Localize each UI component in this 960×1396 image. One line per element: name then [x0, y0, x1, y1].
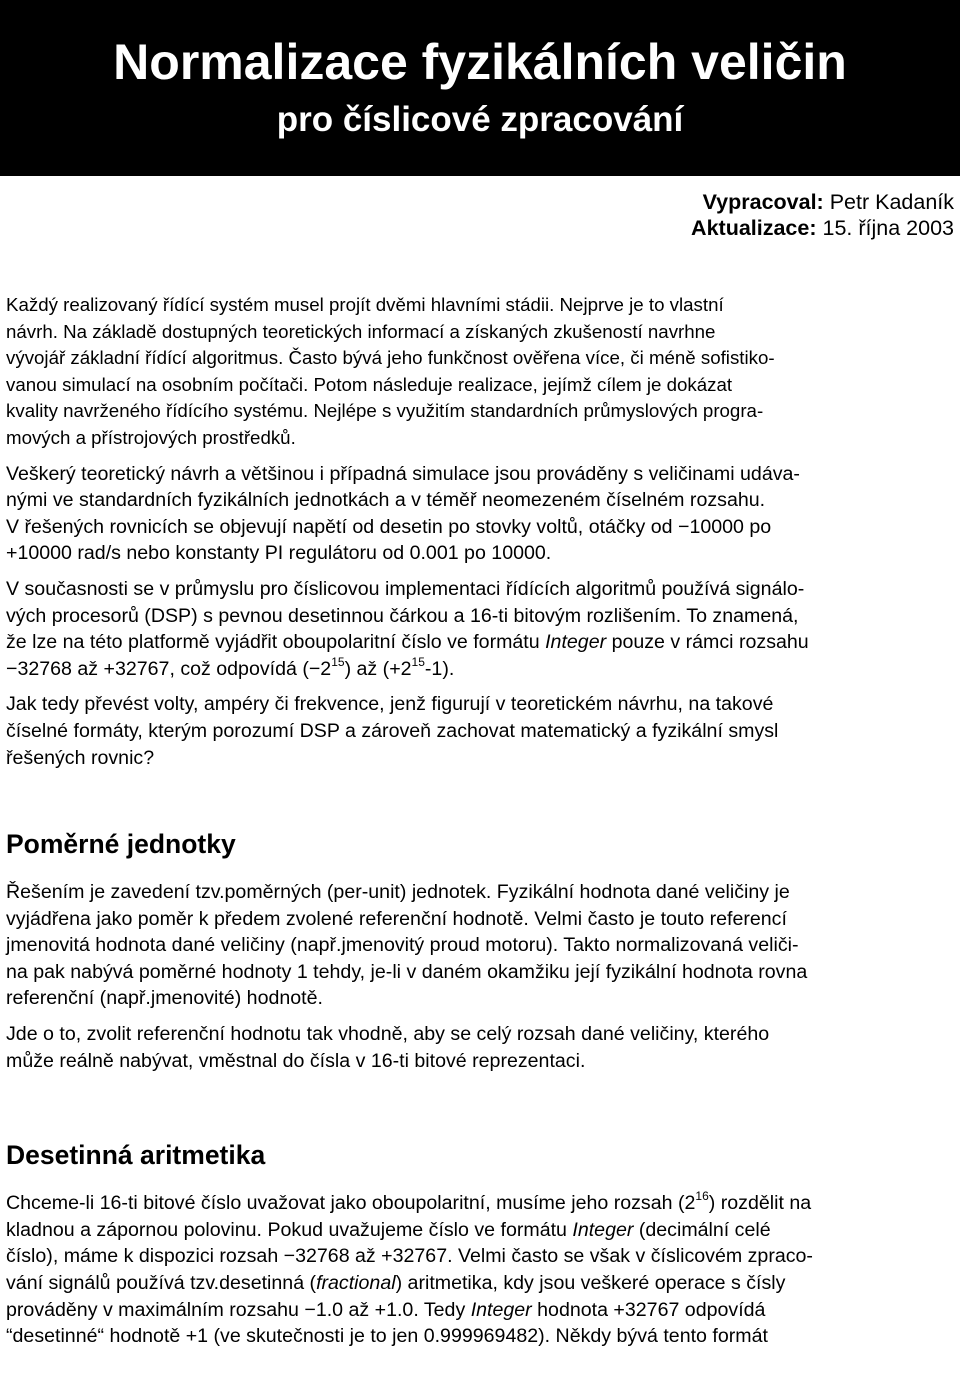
author-label: Vypracoval:	[702, 190, 824, 214]
author-name: Petr Kadaník	[829, 190, 954, 214]
text-run: V současnosti se v průmyslu pro číslicovou implementaci řídících algoritmů používá signálo- vých procesorů (DSP) s pevnou desetinnou čárkou a 16-ti bitovým rozlišením. To znamená, že lze na této platformě vyjádřit oboupolaritní číslo ve formátu	[6, 577, 805, 654]
text-run: ) až (+2	[344, 657, 412, 680]
paragraph-question: Jak tedy převést volty, ampéry či frekvence, jenž figurují v teoretickém návrhu, na takové číselné formáty, kterým porozumí DSP a zároveň zachovat matematický a fyzikální smysl řešených rovnic?	[6, 693, 779, 769]
italic-term: Integer	[572, 1218, 634, 1241]
italic-term: fractional	[316, 1272, 396, 1295]
italic-term: Integer	[545, 631, 607, 654]
updated-line	[691, 215, 954, 241]
superscript: 16	[695, 1189, 709, 1204]
paragraph-reference: Jde o to, zvolit referenční hodnotu tak vhodně, aby se celý rozsah dané veličiny, kterého může reálně nabývat, vměstnal do čísla v 16-ti bitové reprezentaci.	[6, 1023, 770, 1072]
text-run: -1).	[424, 657, 455, 680]
section-heading-per-unit: Poměrné jednotky	[6, 829, 236, 860]
intro-paragraph: Každý realizovaný řídící systém musel projít dvěmi hlavními stádii. Nejprve je to vlastní návrh. Na základě dostupných teoretických informací a získaných zkušeností navrhne vývojář základní řídící algoritmus. Často bývá jeho funkčnost ověřena více, či méně sofistiko- vanou simulací na osobním počítači. Potom následuje realizace, jejímž cílem je dokázat kvality navrženého řídícího systému. Nejlépe s využitím standardních průmyslových progra- mových a přístrojových prostředků.	[6, 294, 775, 448]
section-heading-fractional: Desetinná aritmetika	[6, 1140, 266, 1171]
text-run: (decimální celé číslo), máme k dispozici rozsah −32768 až +32767. Velmi často se však v číslicovém zpraco- vání signálů používá tzv.desetinná (	[6, 1218, 813, 1295]
title-banner	[0, 0, 960, 176]
text-run: hodnota +32767 odpovídá “desetinné“ hodnotě +1 (ve skutečnosti je to jen 0.999969482). Někdy bývá tento formát	[6, 1298, 768, 1348]
paragraph-fractional	[6, 1190, 956, 1350]
paragraph-dsp	[6, 576, 956, 682]
text-run: ) aritmetika, kdy jsou veškeré operace s čísly prováděny v maximálním rozsahu −1.0 až +1.0. Tedy	[6, 1272, 786, 1321]
paragraph-per-unit: Řešením je zavedení tzv.poměrných (per-unit) jednotek. Fyzikální hodnota dané veličiny je vyjádřena jako poměr k předem zvolené referenční hodnotě. Velmi často je touto referencí jmenovitá hodnota dané veličiny (např.jmenovitý proud motoru). Takto normalizovaná veliči- na pak nabývá poměrné hodnoty 1 tehdy, je-li v daném okamžiku její fyzikální hodnota rovna referenční (např.jmenovité) hodnotě.	[6, 881, 808, 1010]
document-meta	[691, 189, 954, 241]
paragraph-units: Veškerý teoretický návrh a většinou i případná simulace jsou prováděny s veličinami udáva- nými ve standardních fyzikálních jednotkách a v téměř neomezeném číselném rozsahu. V řešených rovnicích se objevují napětí od desetin po stovky voltů, otáčky od −10000 po +10000 rad/s nebo konstanty PI regulátoru od 0.001 po 10000.	[6, 462, 800, 565]
document-body	[6, 292, 956, 1359]
document-subtitle: pro číslicové zpracování	[276, 100, 684, 139]
document-title: Normalizace fyzikálních veličin	[113, 34, 847, 90]
updated-date: 15. října 2003	[822, 216, 954, 240]
superscript: 15	[331, 654, 345, 669]
text-run: ) rozdělit na kladnou a zápornou polovinu. Pokud uvažujeme číslo ve formátu	[6, 1192, 812, 1241]
italic-term: Integer	[470, 1298, 532, 1321]
text-run: Chceme-li 16-ti bitové číslo uvažovat jako oboupolaritní, musíme jeho rozsah (2	[6, 1192, 696, 1215]
superscript: 15	[411, 654, 425, 669]
author-line	[691, 189, 954, 215]
text-run: pouze v rámci rozsahu −32768 až +32767, což odpovídá (−2	[6, 631, 809, 680]
updated-label: Aktualizace:	[691, 216, 817, 240]
